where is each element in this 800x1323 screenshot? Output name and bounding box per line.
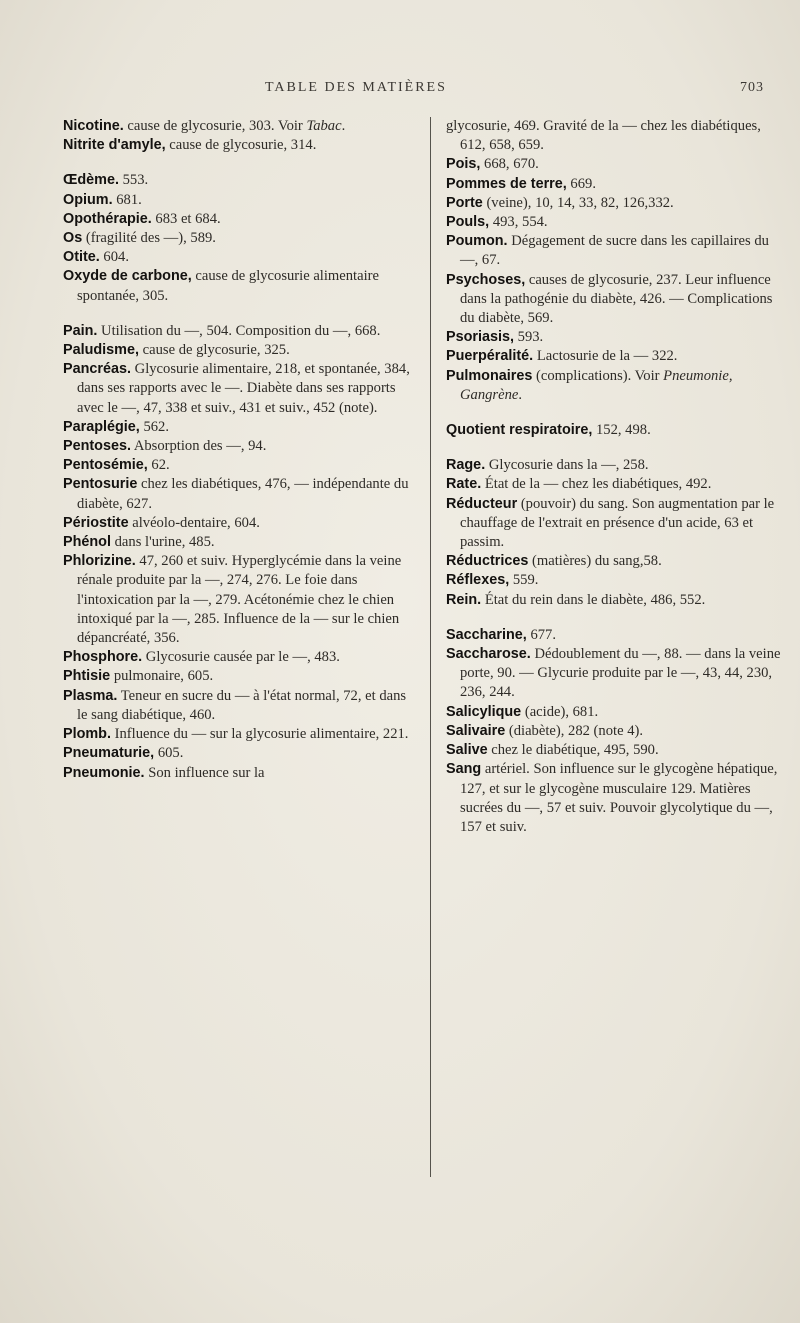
index-text: (matières) du sang,58. (528, 553, 662, 570)
index-italic-reference: Tabac (306, 118, 342, 134)
index-text: Dégagement de sucre dans les capillaires du —, 67. (460, 233, 769, 269)
index-entry (446, 741, 782, 760)
index-headword: Réducteur (446, 495, 518, 512)
index-entry (63, 267, 415, 305)
index-headword: Rein. (446, 591, 482, 608)
index-entry (446, 591, 782, 610)
index-headword: Réflexes, (446, 572, 510, 589)
index-entry (446, 328, 782, 347)
index-text: 562. (139, 418, 169, 435)
index-entry (446, 194, 782, 213)
index-entry (63, 533, 415, 552)
index-headword: Salive (446, 742, 488, 759)
index-text: alvéolo-dentaire, 604. (128, 514, 260, 531)
index-entry (446, 475, 782, 494)
index-entry (446, 552, 782, 571)
index-text: (complications). Voir (532, 367, 664, 384)
index-headword: Pulmonaires (446, 367, 533, 384)
index-text: causes de glycosurie, 237. Leur influence dans la pathogénie du diabète, 426. — Complications du diabète, 569. (460, 271, 773, 327)
index-entry (63, 191, 415, 210)
index-headword: Porte (446, 194, 483, 211)
index-headword: Sang (446, 761, 482, 778)
section-gap (446, 440, 782, 456)
index-text: dans l'urine, 485. (110, 534, 215, 551)
index-entry (63, 117, 415, 136)
index-entry (63, 687, 415, 725)
running-head (0, 80, 800, 100)
index-text: (veine), 10, 14, 33, 82, 126,332. (482, 194, 674, 211)
index-headword: Psychoses, (446, 271, 526, 288)
column-divider (430, 117, 431, 1177)
index-text: Lactosurie de la — 322. (533, 348, 678, 365)
index-headword: Pommes de terre, (446, 175, 567, 192)
index-entry (446, 626, 782, 645)
index-entry (63, 171, 415, 190)
index-entry (63, 136, 415, 155)
running-title: TABLE DES MATIÈRES (265, 80, 447, 95)
index-entry (63, 360, 415, 418)
index-text: artériel. Son influence sur le glycogène hépatique, 127, et sur le glycogène musculaire 129. Matières sucrées du —, 57 et suiv. Pouvoir glycolytique du —, 157 et suiv. (460, 761, 778, 835)
index-entry (446, 271, 782, 329)
index-headword: Pentoses. (63, 438, 131, 455)
index-text: Utilisation du —, 504. Composition du —, 668. (97, 322, 381, 339)
index-text: 605. (154, 745, 184, 762)
index-text: Influence du — sur la glycosurie alimentaire, 221. (110, 726, 409, 743)
index-text: État du rein dans le diabète, 486, 552. (481, 591, 706, 608)
index-headword: Périostite (63, 514, 129, 531)
index-text: 152, 498. (592, 422, 651, 439)
index-headword: Réductrices (446, 553, 529, 570)
index-text: 668, 670. (480, 156, 539, 173)
index-headword: Psoriasis, (446, 329, 514, 346)
index-headword: Phlorizine. (63, 553, 136, 570)
index-text: 553. (118, 172, 149, 189)
index-headword: Poumon. (446, 233, 508, 250)
section-gap (446, 405, 782, 421)
index-text: 604. (99, 249, 129, 266)
index-headword: Rate. (446, 476, 482, 493)
index-entry (446, 421, 782, 440)
index-entry (63, 456, 415, 475)
index-entry (446, 175, 782, 194)
index-entry (63, 210, 415, 229)
index-entry (63, 552, 415, 648)
index-text: Glycosurie causée par le —, 483. (142, 649, 340, 666)
index-entry (63, 725, 415, 744)
index-headword: Quotient respiratoire, (446, 422, 593, 439)
index-text: cause de glycosurie, 314. (165, 137, 317, 154)
index-entry (446, 456, 782, 475)
index-italic-reference: Pneumonie, Gangrène (460, 367, 733, 403)
index-entry (446, 703, 782, 722)
index-text: Glycosurie dans la —, 258. (485, 457, 649, 474)
index-text: chez le diabétique, 495, 590. (487, 742, 659, 759)
index-headword: Paraplégie, (63, 418, 140, 435)
index-text-tail: . (518, 386, 523, 403)
index-text: 681. (112, 191, 142, 208)
index-text: Dédoublement du —, 88. — dans la veine porte, 90. — Glycurie produite par le —, 43, 44, 230, 236, 244. (460, 646, 781, 701)
index-entry (446, 155, 782, 174)
index-text: 62. (147, 457, 170, 474)
index-entry (63, 764, 415, 783)
index-text: Son influence sur la (144, 764, 265, 781)
index-entry (446, 495, 782, 553)
index-entry (63, 341, 415, 360)
index-entry (446, 117, 782, 155)
index-entry (63, 322, 415, 341)
index-entry (63, 667, 415, 686)
index-entry (446, 213, 782, 232)
index-headword: Pancréas. (63, 361, 132, 378)
index-headword: Œdème. (63, 172, 119, 189)
index-headword: Saccharose. (446, 646, 531, 663)
section-gap (446, 610, 782, 626)
index-entry (63, 418, 415, 437)
index-entry (446, 722, 782, 741)
index-entry (446, 347, 782, 366)
index-text: 559. (509, 572, 539, 589)
index-headword: Phosphore. (63, 649, 143, 666)
index-entry (63, 475, 415, 513)
index-column-right (446, 117, 782, 837)
index-entry (446, 367, 782, 405)
index-text: Absorption des —, 94. (130, 438, 267, 455)
index-entry (446, 760, 782, 837)
index-entry (63, 648, 415, 667)
index-entry (63, 514, 415, 533)
page-number: 703 (740, 80, 764, 95)
index-text: 683 et 684. (151, 210, 221, 227)
index-headword: Opium. (63, 191, 113, 208)
index-headword: Saccharine, (446, 626, 527, 643)
index-text: Teneur en sucre du — à l'état normal, 72, et dans le sang diabétique, 460. (77, 687, 407, 723)
index-headword: Pentosurie (63, 476, 138, 493)
index-text-tail: . (341, 118, 346, 134)
index-entry (446, 571, 782, 590)
index-headword: Paludisme, (63, 342, 139, 359)
index-headword: Nicotine. (63, 118, 124, 134)
index-headword: Pouls, (446, 214, 490, 231)
index-headword: Rage. (446, 457, 486, 474)
index-headword: Os (63, 230, 83, 247)
index-headword: Nitrite d'amyle, (63, 137, 166, 154)
index-headword: Pentosémie, (63, 457, 148, 474)
index-entry (63, 437, 415, 456)
index-headword: Oxyde de carbone, (63, 268, 192, 285)
index-text: glycosurie, 469. Gravité de la — chez les diabétiques, 612, 658, 659. (446, 118, 761, 154)
index-headword: Phénol (63, 534, 111, 551)
index-entry (63, 229, 415, 248)
section-gap (63, 155, 415, 171)
index-text: 47, 260 et suiv. Hyperglycémie dans la veine rénale produite par la —, 274, 276. Le foie dans l'intoxication par la —, 279. Acétonémie chez le chien intoxiqué par la —, 285. Influence de la — sur le chien dépancréaté, 356. (77, 553, 402, 647)
index-headword: Salivaire (446, 722, 506, 739)
index-headword: Pois, (446, 156, 481, 173)
index-text: cause de glycosurie, 303. Voir (123, 118, 307, 134)
index-text: (fragilité des —), 589. (82, 230, 216, 247)
index-text: pulmonaire, 605. (110, 668, 214, 685)
index-text: (diabète), 282 (note 4). (505, 722, 643, 739)
index-text: cause de glycosurie alimentaire spontanée, 305. (77, 268, 379, 304)
index-headword: Plasma. (63, 687, 118, 704)
index-text: 493, 554. (489, 214, 548, 231)
index-text: État de la — chez les diabétiques, 492. (481, 476, 712, 493)
index-headword: Plomb. (63, 726, 111, 743)
index-headword: Opothérapie. (63, 210, 152, 227)
index-text: 669. (566, 175, 596, 192)
section-gap (63, 306, 415, 322)
index-text: Glycosurie alimentaire, 218, et spontanée, 384, dans ses rapports avec le —. Diabète dans ses rapports avec le —, 47, 338 et suiv., 431 et suiv., 452 (note). (77, 361, 410, 416)
index-headword: Salicylique (446, 703, 522, 720)
index-entry (63, 248, 415, 267)
index-text: cause de glycosurie, 325. (138, 342, 290, 359)
index-entry (446, 645, 782, 703)
index-text: 593. (514, 329, 544, 346)
index-headword: Phtisie (63, 668, 111, 685)
index-headword: Pneumonie. (63, 764, 145, 781)
index-headword: Pneumaturie, (63, 745, 155, 762)
index-headword: Puerpéralité. (446, 348, 534, 365)
index-headword: Otite. (63, 249, 100, 266)
index-column-left (63, 117, 415, 783)
index-text: 677. (526, 626, 556, 643)
index-entry (446, 232, 782, 270)
index-text: (pouvoir) du sang. Son augmentation par le chauffage de l'extrait en présence d'un acide, 63 et passim. (460, 495, 775, 551)
index-text: (acide), 681. (521, 703, 599, 720)
index-headword: Pain. (63, 322, 98, 339)
index-entry (63, 744, 415, 763)
index-text: chez les diabétiques, 476, — indépendante du diabète, 627. (77, 476, 409, 512)
